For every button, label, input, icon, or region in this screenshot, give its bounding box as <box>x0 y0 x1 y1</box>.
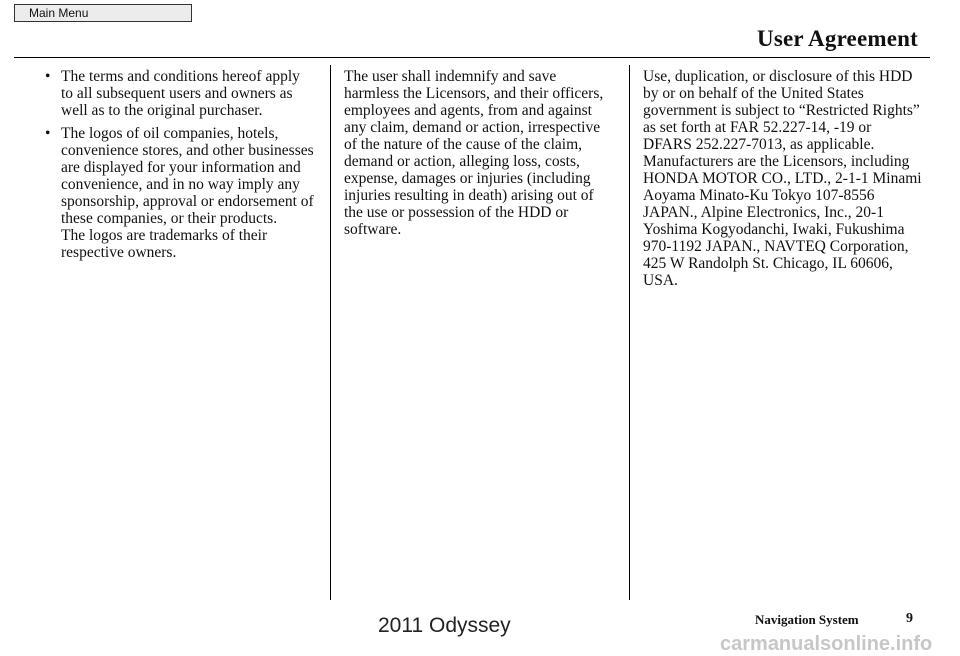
header-divider <box>14 57 930 58</box>
page-number: 9 <box>906 611 913 626</box>
column-right <box>643 68 923 289</box>
restricted-rights-paragraph: Use, duplication, or disclosure of this HDD by or on behalf of the United States government is subject to “Restricted Rights” as set forth at FAR 52.227-14, -19 or DFARS 252.227-7013, as applicable. Manufacturers are the Licensors, including HONDA MOTOR CO., LTD., 2-1-1 Minami Aoyama Minato-Ku Tokyo 107-8556 JAPAN., Alpine Electronics, Inc., 20-1 Yoshima Kogyodanchi, Iwaki, Fukushima 970-1192 JAPAN., NAVTEQ Corporation, 425 W Randolph St. Chicago, IL 60606, USA. <box>643 68 922 289</box>
column-left <box>45 68 315 267</box>
column-middle <box>344 68 614 238</box>
bullet-item-logos <box>45 125 315 261</box>
indemnify-paragraph: The user shall indemnify and save harmless the Licensors, and their officers, employees and agents, from and against any claim, demand or action, irrespective of the nature of the cause of the claim, demand or action, alleging loss, costs, expense, damages or injuries (including injuries resulting in death) arising out of the use or possession of the HDD or software. <box>344 68 604 238</box>
bullet-text-logos: The logos of oil companies, hotels, convenience stores, and other businesses are displayed for your information and convenience, and in no way imply any sponsorship, approval or endorsement of these companies, or their products. <box>61 125 314 227</box>
bullet-icon: • <box>45 125 51 142</box>
bullet-item-terms <box>45 68 315 119</box>
bullet-icon: • <box>45 68 51 85</box>
site-watermark: carmanualsonline.info <box>720 633 933 655</box>
footer-section-label: Navigation System <box>755 612 859 627</box>
column-divider-right <box>629 65 630 600</box>
main-menu-button[interactable]: Main Menu <box>14 4 192 22</box>
bullet-text-trademarks: The logos are trademarks of their respective owners. <box>61 227 268 261</box>
model-watermark: 2011 Odyssey <box>378 614 511 637</box>
page-title: User Agreement <box>757 26 918 51</box>
column-divider-left <box>330 65 331 600</box>
bullet-text-terms: The terms and conditions hereof apply to all subsequent users and owners as well as to the original purchaser. <box>61 68 300 119</box>
